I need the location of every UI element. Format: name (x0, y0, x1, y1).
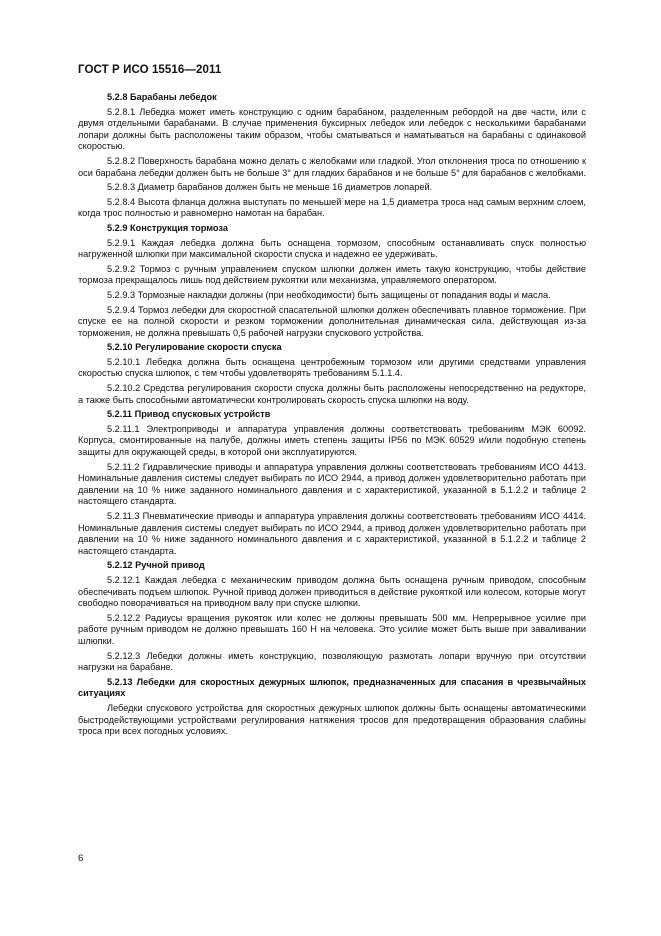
paragraph-5-2-10-2: 5.2.10.2 Средства регулирования скорости спуска должны быть расположены непосредственно на редукторе, а также быть способными автоматически контролировать скорость спуска шлюпки на воду. (78, 383, 586, 405)
paragraph-5-2-8-3: 5.2.8.3 Диаметр барабанов должен быть не меньше 16 диаметров лопарей. (107, 182, 433, 193)
paragraph-5-2-11-1: 5.2.11.1 Электроприводы и аппаратура управления должны соответствовать требованиям МЭК 60092. Корпуса, смонтированные на палубе, должны иметь степень защиты IP56 по МЭК 60529 и/или подобную степень защиты для окружающей среды, в которой они эксплуатируются. (78, 423, 586, 458)
paragraph-5-2-9-4: 5.2.9.4 Тормоз лебедки для скоростной спасательной шлюпки должен обеспечивать плавное торможение. При спуске ее на полной скорости и резком торможении дополнительная динамическая сила, действующая из-за торможения, не должна превышать 0,5 рабочей нагрузки спускового устройства. (78, 304, 586, 338)
paragraph-5-2-12-2: 5.2.12.2 Радиусы вращения рукояток или колес не должны превышать 500 мм. Непрерывное усилие при работе ручным приводом не должно превышать 160 Н на человека. Это усилие может быть выше при заваливании шлюпки. (78, 612, 586, 646)
section-heading-5-2-8: 5.2.8 Барабаны лебедок (107, 92, 217, 102)
section-heading-5-2-13: 5.2.13 Лебедки для скоростных дежурных шлюпок, предназначенных для спасания в чрезвычайных ситуациях (78, 676, 586, 699)
document-body (78, 92, 586, 741)
paragraph-5-2-11-3: 5.2.11.3 Пневматические приводы и аппаратура управления должны соответствовать требованиям ИСО 4414. Номинальные давления системы следует выбирать по ИСО 2944, а привод должен удовлетворительно работать при давлении на 10 % ниже заданного номинального давления и с характеристикой, указанной в 5.1.2.2 и таблице 2 настоящего стандарта. (78, 511, 586, 556)
section-heading-5-2-11: 5.2.11 Привод спусковых устройств (107, 409, 271, 420)
document-header: ГОСТ Р ИСО 15516—2011 (78, 64, 222, 76)
paragraph-5-2-9-1: 5.2.9.1 Каждая лебедка должна быть оснащена тормозом, способным останавливать спуск полностью нагруженной шлюпки при максимальной скорости спуска и надежно ее удерживать. (78, 237, 586, 260)
paragraph-5-2-9-2: 5.2.9.2 Тормоз с ручным управлением спуском шлюпки должен иметь такую конструкцию, чтобы действие тормоза прекращалось лишь под действием рукоятки или механизма, управляемого оператором. (78, 263, 586, 286)
paragraph-5-2-8-1: 5.2.8.1 Лебедка может иметь конструкцию с одним барабаном, разделенным ребордой на две части, или с двумя отдельными барабанами. В случае применения буксирных лебедок или лебедок с несколькими барабанами лопари должны быть расположены таким образом, чтобы сматываться и наматываться на барабаны с одинаковой скоростью. (78, 106, 586, 152)
paragraph-5-2-9-3: 5.2.9.3 Тормозные накладки должны (при необходимости) быть защищены от попадания воды и масла. (107, 289, 551, 300)
section-heading-5-2-9: 5.2.9 Конструкция тормоза (107, 222, 228, 233)
section-heading-5-2-12: 5.2.12 Ручной привод (107, 560, 205, 571)
paragraph-5-2-11-2: 5.2.11.2 Гидравлические приводы и аппаратура управления должны соответствовать требованиям ИСО 4413. Номинальные давления системы следует выбирать по ИСО 2944, а привод должен удовлетворительно работать при давлении на 10 % ниже заданного номинального давления и с характеристикой, указанной в 5.1.2.2 и таблице 2 настоящего стандарта. (78, 461, 586, 507)
paragraph-5-2-8-4: 5.2.8.4 Высота фланца должна выступать по меньшей мере на 1,5 диаметра троса над самым верхним слоем, когда трос полностью и равномерно намотан на барабан. (78, 196, 586, 219)
page-number: 6 (78, 853, 84, 864)
paragraph-5-2-12-1: 5.2.12.1 Каждая лебедка с механическим приводом должна быть оснащена ручным приводом, способным обеспечивать подъем шлюпок. Ручной привод должен приводиться в действие рукояткой или колесом, которые могут свободно поворачиваться на приводном валу при спуске шлюпки. (78, 574, 586, 609)
section-heading-5-2-10: 5.2.10 Регулирование скорости спуска (107, 342, 282, 353)
paragraph-5-2-13: Лебедки спускового устройства для скоростных дежурных шлюпок должны быть оснащены автоматическими быстродействующими устройствами регулирования натяжения тросов для предотвращения образования слабины троса при всех погодных условиях. (78, 702, 586, 737)
paragraph-5-2-12-3: 5.2.12.3 Лебедки должны иметь конструкцию, позволяющую размотать лопари вручную при отсутствии нагрузки на барабане. (78, 650, 586, 673)
paragraph-5-2-10-1: 5.2.10.1 Лебедка должна быть оснащена центробежным тормозом или другими средствами управления скоростью спуска шлюпок, с тем чтобы удовлетворять требованиям 5.1.1.4. (78, 356, 586, 379)
paragraph-5-2-8-2: 5.2.8.2 Поверхность барабана можно делать с желобками или гладкой. Угол отклонения троса по отношению к оси барабана лебедки должен быть не больше 3° для гладких барабанов и не больше 5° для барабанов с желобками. (78, 155, 586, 178)
